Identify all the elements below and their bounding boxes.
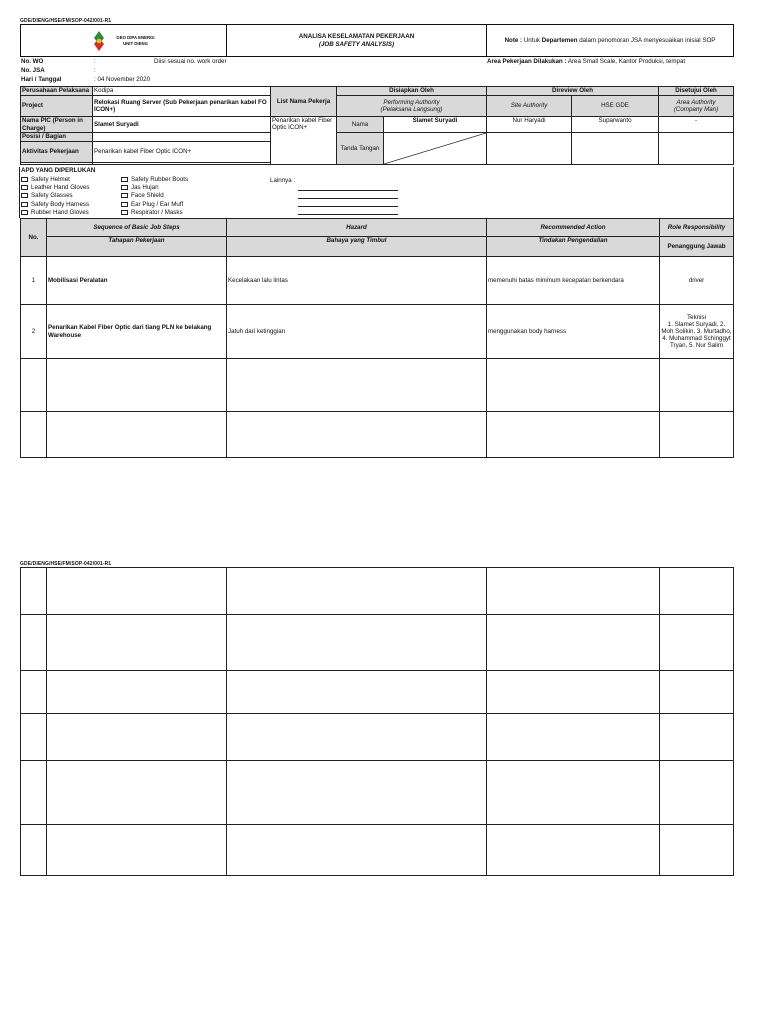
site-signature-slot[interactable]: [487, 133, 572, 165]
site-authority-name: Nur Haryadi: [487, 117, 572, 133]
empty-cell[interactable]: [487, 761, 660, 825]
empty-cell[interactable]: [227, 714, 487, 761]
form-title: ANALISA KESELAMATAN PEKERJAAN (JOB SAFETY ANALYSIS): [227, 25, 487, 57]
note-text: Note : Untuk Departemen dalam penomoran JSA menyesuaikan inisial SOP: [487, 25, 734, 57]
col-hazard-id: Bahaya yang Timbul: [227, 237, 487, 257]
row-role: [660, 359, 734, 412]
ppe-col2-item[interactable]: [121, 184, 159, 191]
ppe-other-line-3[interactable]: [298, 206, 398, 207]
direview-label: Direview Oleh: [487, 87, 659, 96]
table-row: [21, 359, 734, 412]
row-no: 1: [21, 257, 47, 305]
geo-dipa-logo-icon: [92, 30, 106, 52]
ppe-col2-label: Jas Hujan: [131, 184, 159, 192]
row-action: [487, 359, 660, 412]
row-action: menggunakan body harness: [487, 305, 660, 359]
col-role: Role Responsibility: [660, 219, 734, 237]
empty-table-row: [21, 671, 734, 714]
ppe-col2-item[interactable]: [121, 176, 188, 183]
checkbox[interactable]: [21, 177, 28, 182]
document-code: GDE/DIENG/HSE/FM/SOP-042/001-R1: [20, 18, 112, 24]
aktivitas-label: Aktivitas Pekerjaan: [21, 142, 93, 163]
disiapkan-label: Disiapkan Oleh: [337, 87, 487, 96]
ppe-title: APD YANG DIPERLUKAN: [21, 167, 96, 174]
table-row: [21, 305, 734, 359]
logo-cell: [21, 25, 227, 57]
ttd-label: Tanda Tangan: [337, 133, 384, 165]
empty-cell[interactable]: [487, 615, 660, 671]
row-hazard: Jatuh dari ketinggian: [227, 305, 487, 359]
row-no: [21, 359, 47, 412]
empty-cell[interactable]: [487, 568, 660, 615]
date-label: Hari / Tanggal: [21, 75, 62, 83]
list-pekerja-value: Penarikan kabel Fiber Optic ICON+: [271, 117, 337, 165]
page2-document-code: GDE/DIENG/HSE/FM/SOP-042/001-R1: [20, 561, 112, 567]
ppe-col1-item[interactable]: [21, 201, 89, 208]
ppe-col1-label: Safety Body Harness: [31, 200, 90, 208]
ppe-other-line-1[interactable]: [298, 190, 398, 191]
row-role: Teknisi 1. Slamet Suryadi, 2. Moh Solikin, 3. Murtadho, 4. Muhammad Schinggyt Tryan, 5. Nur Salim: [660, 305, 734, 359]
list-pekerja-label: List Nama Pekerja: [271, 87, 337, 117]
project-value: Relokasi Ruang Server (Sub Pekerjaan penarikan kabel FO ICON+): [93, 96, 271, 117]
empty-cell[interactable]: [487, 825, 660, 876]
empty-table-row: [21, 825, 734, 876]
empty-cell[interactable]: [660, 568, 734, 615]
area-authority: Area Authority (Company Man): [659, 96, 734, 117]
col-role-id: Penanggung Jawab: [660, 237, 734, 257]
row-no: [21, 412, 47, 458]
aktivitas-value: Penarikan kabel Fiber Optic ICON+: [93, 142, 271, 163]
empty-cell[interactable]: [47, 761, 227, 825]
empty-cell[interactable]: [21, 671, 47, 714]
ppe-col1-item[interactable]: [21, 192, 73, 199]
wo-label: No. WO: [21, 57, 44, 65]
empty-table-row: [21, 615, 734, 671]
row-hazard: Kecelakaan lalu lintas: [227, 257, 487, 305]
checkbox[interactable]: [121, 185, 128, 190]
checkbox[interactable]: [21, 210, 28, 215]
col-seq-id: Tahapan Pekerjaan: [47, 237, 227, 257]
empty-cell[interactable]: [47, 671, 227, 714]
empty-table-row: [21, 568, 734, 615]
disetujui-label: Disetujui Oleh: [659, 87, 734, 96]
empty-cell[interactable]: [227, 568, 487, 615]
checkbox[interactable]: [121, 177, 128, 182]
empty-cell[interactable]: [47, 714, 227, 761]
table-row: [21, 257, 734, 305]
area-pekerjaan: Area Pekerjaan Dilakukan : Area Small Scale, Kantor Produksi, tempat: [487, 57, 686, 65]
ppe-col1-item[interactable]: [21, 209, 89, 216]
ppe-col2-item[interactable]: [121, 201, 183, 208]
empty-cell[interactable]: [660, 714, 734, 761]
pic-label: Nama PIC (Person in Charge): [21, 117, 93, 133]
perusahaan-label: Perusahaan Pelaksana: [21, 87, 93, 96]
row-no: 2: [21, 305, 47, 359]
ppe-col2-label: Respirator / Masks: [131, 208, 183, 216]
title-header: [20, 24, 734, 57]
empty-cell[interactable]: [660, 825, 734, 876]
ppe-col2-item[interactable]: [121, 192, 164, 199]
checkbox[interactable]: [21, 193, 28, 198]
empty-table-row: [21, 714, 734, 761]
company-name-line1: GEO DIPA ENERGI: [116, 34, 155, 40]
empty-cell[interactable]: [660, 615, 734, 671]
empty-table-row: [21, 761, 734, 825]
checkbox[interactable]: [121, 193, 128, 198]
row-action: memenuhi batas minimum kecepatan berkendara: [487, 257, 660, 305]
empty-cell[interactable]: [47, 615, 227, 671]
hse-name: Suparwanto: [572, 117, 659, 133]
date-value: : 04 November 2020: [94, 75, 151, 83]
row-step: [47, 359, 227, 412]
col-no: No.: [21, 219, 47, 257]
wo-sep: :: [94, 57, 96, 65]
site-authority-label: Site Authority: [487, 96, 572, 117]
col-action-id: Tindakan Pengendalian: [487, 237, 660, 257]
signature-slot[interactable]: [384, 133, 487, 165]
empty-cell[interactable]: [227, 615, 487, 671]
jsa-sep: :: [94, 66, 96, 74]
ppe-col1-label: Rubber Hand Gloves: [31, 208, 89, 216]
wo-value: Diisi sesuai no. work order: [154, 57, 227, 65]
row-step: Mobilisasi Peralatan: [47, 257, 227, 305]
row-action: [487, 412, 660, 458]
table-row: [21, 412, 734, 458]
empty-cell[interactable]: [21, 761, 47, 825]
row-hazard: [227, 412, 487, 458]
nama-label: Nama: [337, 117, 384, 133]
empty-cell[interactable]: [487, 714, 660, 761]
row-step: [47, 412, 227, 458]
project-label: Project: [21, 96, 93, 117]
area-authority-name: -: [659, 117, 734, 133]
empty-cell[interactable]: [227, 671, 487, 714]
ppe-section: [19, 167, 734, 218]
ppe-col1-label: Leather Hand Gloves: [31, 184, 90, 192]
performing-authority: Performing Authority (Pelaksana Langsung): [337, 96, 487, 117]
empty-cell[interactable]: [21, 825, 47, 876]
empty-cell[interactable]: [47, 568, 227, 615]
jsa-table-page2: [20, 567, 734, 876]
company-name-line2: UNIT DIENG: [123, 40, 148, 46]
ppe-col1-label: Safety Glasses: [31, 192, 73, 200]
area-signature-slot[interactable]: [659, 133, 734, 165]
row-role: [660, 412, 734, 458]
col-action: Recommended Action: [487, 219, 660, 237]
col-seq: Sequence of Basic Job Steps: [47, 219, 227, 237]
ppe-col2-label: Face Shield: [131, 192, 164, 200]
row-step: Penarikan Kabel Fiber Optic dari tiang PLN ke belakang Warehouse: [47, 305, 227, 359]
nama-value: Slamet Suryadi: [384, 117, 487, 133]
personnel-table: [20, 86, 734, 165]
empty-cell[interactable]: [21, 615, 47, 671]
empty-cell[interactable]: [487, 671, 660, 714]
ppe-col1-item[interactable]: [21, 176, 70, 183]
empty-cell[interactable]: [660, 671, 734, 714]
checkbox[interactable]: [121, 202, 128, 207]
empty-cell[interactable]: [227, 825, 487, 876]
info-block: [20, 57, 733, 84]
signature-diagonal-line: [384, 133, 486, 164]
ppe-col1-item[interactable]: [21, 184, 89, 191]
jsa-table: [20, 218, 734, 458]
hse-label: HSE GDE: [572, 96, 659, 117]
posisi-label: Posisi / Bagian: [21, 133, 93, 142]
hse-signature-slot[interactable]: [572, 133, 659, 165]
ppe-col2-label: Safety Rubber Boots: [131, 176, 189, 183]
checkbox[interactable]: [121, 210, 128, 215]
ppe-col2-label: Ear Plug / Ear Muff: [131, 200, 184, 208]
empty-cell[interactable]: [660, 761, 734, 825]
row-role: driver: [660, 257, 734, 305]
checkbox[interactable]: [21, 202, 28, 207]
pic-value: Slamet Suryadi: [93, 117, 271, 133]
row-hazard: [227, 359, 487, 412]
empty-cell[interactable]: [47, 825, 227, 876]
ppe-other-line-4[interactable]: [298, 214, 398, 215]
jsa-label: No. JSA: [21, 66, 45, 74]
empty-cell[interactable]: [21, 714, 47, 761]
ppe-col1-label: Safety Helmet: [31, 176, 70, 183]
perusahaan-value: Kodipa: [93, 87, 271, 96]
ppe-other-label: Lainnya :: [270, 177, 296, 184]
empty-cell[interactable]: [21, 568, 47, 615]
ppe-other-line-2[interactable]: [298, 198, 398, 199]
col-hazard: Hazard: [227, 219, 487, 237]
empty-cell[interactable]: [227, 761, 487, 825]
checkbox[interactable]: [21, 185, 28, 190]
ppe-col2-item[interactable]: [121, 209, 183, 216]
